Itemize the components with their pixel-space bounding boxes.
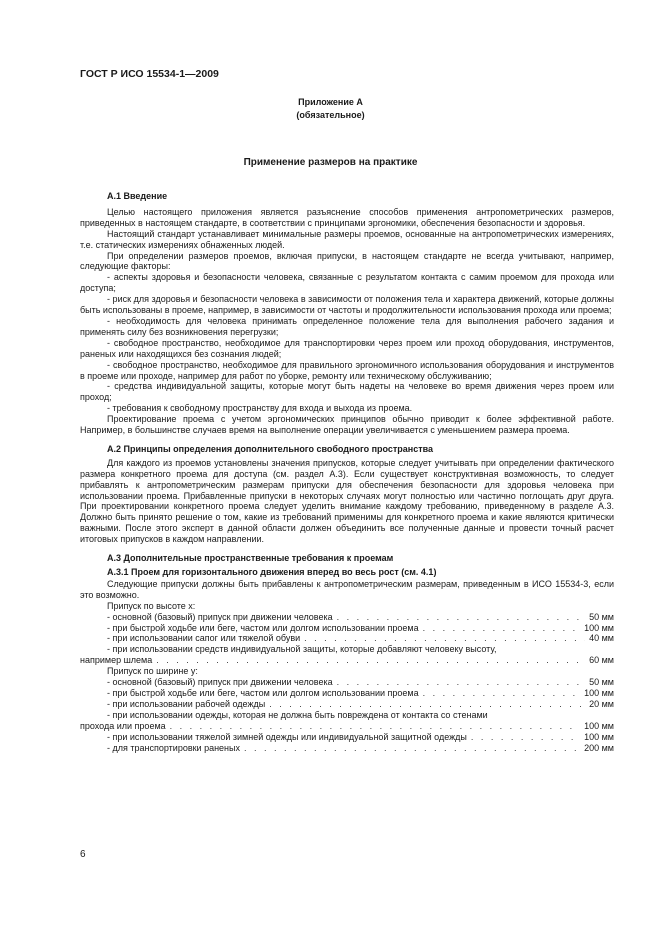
section-heading-a3: А.3 Дополнительные пространственные требования к проемам [107, 553, 394, 564]
allowance-row: - при использовании сапог или тяжелой обуви . . . 40 мм [80, 633, 614, 644]
allowance-row-text: - при использовании одежды, которая не должна быть повреждена от контакта со стенами [107, 709, 488, 720]
subsection-heading-a3-1: А.3.1 Проем для горизонтального движения вперед во весь рост (см. 4.1) [107, 567, 437, 577]
allowance-width-label: Припуск по ширине y: [107, 666, 198, 677]
allowance-row: например шлема . . . 60 мм [80, 655, 614, 666]
paragraph: При определении размеров проемов, включая припуски, в настоящем стандарте не всегда учитывают, например, следующие факторы: [80, 250, 614, 272]
allowance-row: - при использовании рабочей одежды . . . 20 мм [80, 699, 614, 710]
page-number: 6 [80, 849, 86, 860]
paragraph: Настоящий стандарт устанавливает минимальные размеры проемов, основанные на антропометрических измерениях, т.е. статических измерениях обнаженных людей. [80, 228, 614, 250]
annex-status: (обязательное) [296, 110, 365, 120]
allowance-row-text: - при использовании средств индивидуальной защиты, которые добавляют человеку высоту, [107, 644, 497, 655]
list-item: - риск для здоровья и безопасности человека в зависимости от положения тела и характера движений, которые должны быть использованы в проеме, например, в зависимости от частоты и продолжительности использования прохода или проема; [80, 294, 614, 316]
allowance-row: - при быстрой ходьбе или беге, частом или долгом использовании проема . . . 100 мм [80, 688, 614, 699]
allowance-row: - при использовании тяжелой зимней одежды или индивидуальной защитной одежды . . . 100 мм [80, 732, 614, 743]
annex-title: Применение размеров на практике [243, 157, 418, 168]
allowance-row: - для транспортировки раненых . . . 200 мм [80, 743, 614, 754]
paragraph: Проектирование проема с учетом эргономических принципов обычно приводит к более эффективной работе. Например, в большинстве случаев время на выполнение операции увеличивается с уменьшением размера проема. [80, 414, 614, 436]
allowance-row: - основной (базовый) припуск при движении человека . . . 50 мм [80, 612, 614, 623]
list-item: - аспекты здоровья и безопасности человека, связанные с результатом контакта с самим проемом для прохода или доступа; [80, 272, 614, 294]
allowance-row: - при быстрой ходьбе или беге, частом или долгом использовании проема . . . 100 мм [80, 623, 614, 634]
section-heading-a1: А.1 Введение [107, 191, 168, 201]
annex-label: Приложение А [298, 97, 363, 107]
list-item: - необходимость для человека принимать определенное положение тела для выполнения рабочего задания и применять силу без возникновения перегрузки; [80, 315, 614, 337]
standard-header: ГОСТ Р ИСО 15534-1—2009 [80, 68, 219, 80]
list-item: - свободное пространство, необходимое для транспортировки через проем или проход оборудования, инструментов, раненых или находящихся без сознания людей; [80, 337, 614, 359]
paragraph: Следующие припуски должны быть прибавлены к антропометрическим размерам, приведенным в ИСО 15534-3, если это возможно. [80, 578, 614, 600]
list-item: - свободное пространство, необходимое для правильного эргономичного использования оборудования и инструментов в проеме или проходе, например для работ по уборке, ремонту или техническому обслуживанию; [80, 359, 614, 381]
allowance-row: прохода или проема . . . 100 мм [80, 721, 614, 732]
allowance-row: - основной (базовый) припуск при движении человека . . . 50 мм [80, 677, 614, 688]
allowance-height-label: Припуск по высоте x: [107, 600, 196, 611]
paragraph: Целью настоящего приложения является разъяснение способов применения антропометрических размеров, приведенных в настоящем стандарте, в соответствии с принципами эргономики, обеспечения безопасности и здоровья. [80, 206, 614, 228]
section-heading-a2: А.2 Принципы определения дополнительного свободного пространства [107, 443, 434, 454]
list-item: - требования к свободному пространству для входа и выхода из проема. [107, 403, 413, 414]
list-item: - средства индивидуальной защиты, которые могут быть надеты на человеке во время движения через проем или проход; [80, 381, 614, 403]
paragraph: Для каждого из проемов установлены значения припусков, которые следует учитывать при определении фактического размера конкретного проема для доступа (см. раздел А.3). Если существует конструктивная возможность, то следует прибавлять к антропометрическим размерам припуски для обеспечения безопасности для здоровья человека при использовании проема. Прибавленные припуски в некоторых случаях могут полностью или частично поглощать друг друга. При проектировании конкретного проема следует уделить внимание каждому требованию, приведенному в разделе А.3. Должно быть принято решение о том, какие из требований применимы для конкретного проема и какие являются критически важными. После этого эксперт в данной области должен объединить все полученные данные и провести точный расчет итоговых припусков в каждом направлении. [80, 457, 614, 545]
document-body [80, 191, 614, 753]
